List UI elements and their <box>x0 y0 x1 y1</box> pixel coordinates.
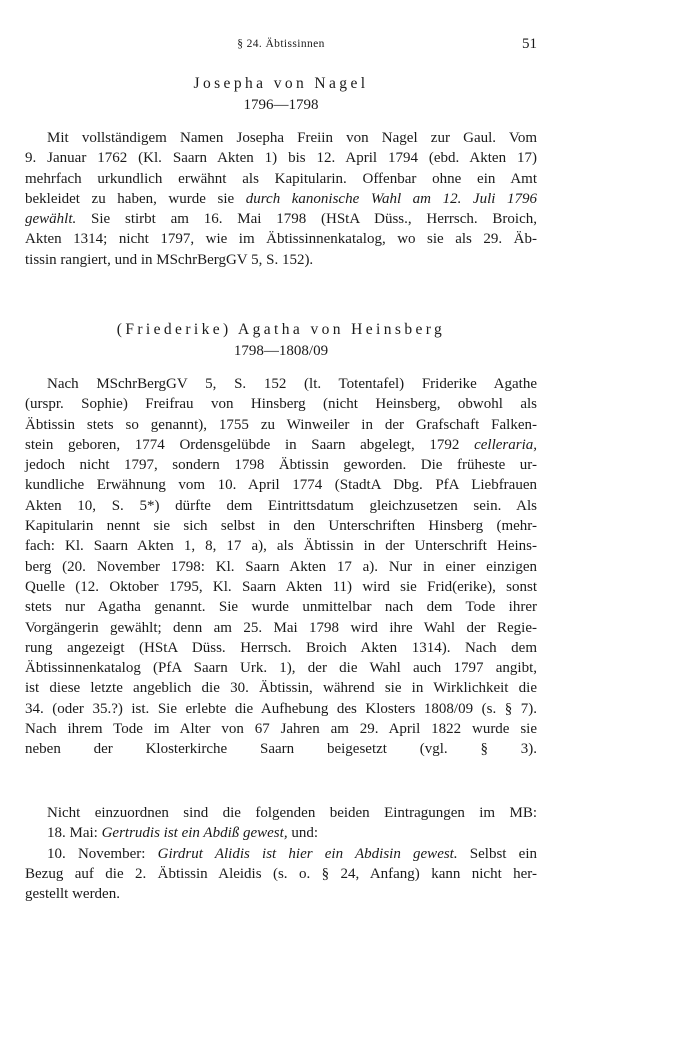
text-line: Nicht einzuordnen sind die folgenden beiden Eintragungen im MB: <box>47 805 537 821</box>
text-line <box>25 189 537 209</box>
text-line: Quelle (12. Oktober 1795, Kl. Saarn Akten 11) wird sie Frid(erike), sonst <box>25 578 537 595</box>
text-line: rung angezeigt (HStA Düss. Herrsch. Broich Akten 1314). Nach dem <box>25 639 537 656</box>
text-line: ist diese letzte angeblich die 30. Äbtissin, während sie in Wirklichkeit die <box>25 680 537 697</box>
entry-heading-agatha: (Friederike) Agatha von Heinsberg <box>116 321 446 338</box>
text-line <box>25 209 537 229</box>
text-line: (urspr. Sophie) Freifrau von Hinsberg (nicht Heinsberg, obwohl als <box>25 396 537 413</box>
text-line: Bezug auf die 2. Äbtissin Aleidis (s. o. § 24, Anfang) kann nicht her- <box>25 865 537 882</box>
text-line: stets nur Agatha genannt. Sie wurde unmittelbar nach dem Tode ihrer <box>25 599 537 616</box>
text-line: mehrfach urkundlich erwähnt als Kapitularin. Offenbar ohne ein Amt <box>25 170 537 187</box>
text-segment: bekleidet zu haben, wurde sie <box>25 190 246 207</box>
text-line: berg (20. November 1798: Kl. Saarn Akten 17 a). Nur in einer einzigen <box>25 558 537 575</box>
text-segment: Selbst ein <box>457 845 537 862</box>
entry-heading-josepha: Josepha von Nagel <box>193 75 369 92</box>
text-line: kundliche Erwähnung vom 10. April 1774 (StadtA Dbg. PfA Liebfrauen <box>25 477 537 494</box>
entry-text-agatha <box>25 374 537 760</box>
closing-note <box>25 803 537 904</box>
text-line: fach: Kl. Saarn Akten 1, 8, 17 a), als Äbtissin in der Unterschrift Heins- <box>25 538 537 555</box>
text-line: 34. (oder 35.?) ist. Sie erlebte die Aufhebung des Klosters 1808/09 (s. § 7). <box>25 700 537 717</box>
entry-years-josepha: 1796—1798 <box>243 97 319 113</box>
text-segment: stein geboren, 1774 Ordensgelübde in Saarn abgelegt, 1792 <box>25 436 475 453</box>
text-line: 9. Januar 1762 (Kl. Saarn Akten 1) bis 12. April 1794 (ebd. Akten 17) <box>25 150 537 167</box>
text-line: Akten 1314; nicht 1797, wie im Äbtissinnenkatalog, wo sie als 29. Äb- <box>25 231 537 248</box>
text-segment: und: <box>287 825 318 842</box>
text-line: Vorgängerin gewählt; denn am 25. Mai 1798 wird ihre Wahl der Regie- <box>25 619 537 636</box>
text-line: Akten 10, S. 5*) dürfte dem Eintrittsdatum gleichzusetzen sein. Als <box>25 497 537 514</box>
text-line <box>25 823 537 843</box>
text-line: tissin rangiert, und in MSchrBergGV 5, S. 152). <box>25 251 314 268</box>
text-segment: 18. Mai: <box>47 825 102 842</box>
page-number: 51 <box>522 36 537 52</box>
text-line: Äbtissin stets so genannt), 1755 zu Winweiler in der Grafschaft Falken- <box>25 416 537 433</box>
text-line: neben der Klosterkirche Saarn beigesetzt (vgl. § 3). <box>25 741 537 758</box>
italic-phrase: gewählt. <box>25 211 77 228</box>
text-segment: Sie stirbt am 16. Mai 1798 (HStA Düss., Herrsch. Broich, <box>76 211 537 228</box>
italic-phrase: Gertrudis ist ein Abdiß gewest, <box>101 825 288 842</box>
text-line: Nach MSchrBergGV 5, S. 152 (lt. Totentafel) Friderike Agathe <box>47 376 537 392</box>
text-line: gestellt werden. <box>25 886 120 903</box>
text-line: Kapitularin nennt sie sich selbst in den Unterschriften Hinsberg (mehr- <box>25 518 537 535</box>
text-line: Nach ihrem Tode im Alter von 67 Jahren am 29. April 1822 wurde sie <box>25 721 537 738</box>
section-title: § 24. Äbtissinnen <box>237 38 325 50</box>
text-line: Äbtissinnenkatalog (PfA Saarn Urk. 1), der die Wahl auch 1797 angibt, <box>25 660 537 677</box>
text-line: jedoch nicht 1797, sondern 1798 Äbtissin geworden. Die früheste ur- <box>25 457 537 474</box>
text-line: Mit vollständigem Namen Josepha Freiin von Nagel zur Gaul. Vom <box>47 130 537 146</box>
italic-phrase: Girdrut Alidis ist hier ein Abdisin gewest. <box>157 845 458 862</box>
text-segment: 10. November: <box>47 845 158 862</box>
italic-phrase: celleraria, <box>474 436 537 453</box>
text-line <box>25 435 537 455</box>
italic-phrase: durch kanonische Wahl am 12. Juli 1796 <box>245 190 537 207</box>
entry-text-josepha <box>25 128 537 270</box>
entry-years-agatha: 1798—1808/09 <box>233 343 329 359</box>
text-line <box>25 844 537 864</box>
